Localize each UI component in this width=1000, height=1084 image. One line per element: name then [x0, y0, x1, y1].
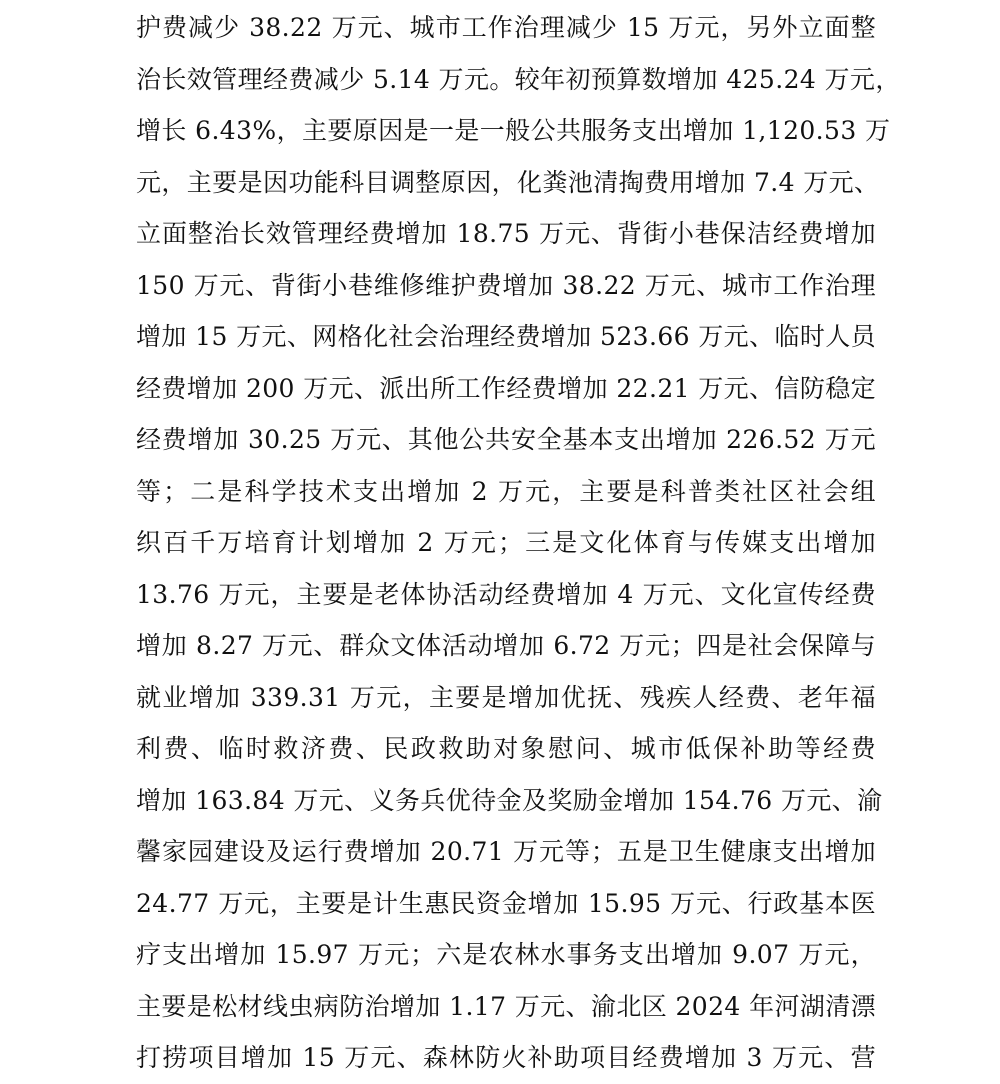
text-line: 疗支出增加 15.97 万元；六是农林水事务支出增加 9.07 万元，: [136, 940, 876, 969]
text-line: 治长效管理经费减少 5.14 万元。较年初预算数增加 425.24 万元，: [136, 64, 901, 94]
text-line: 护费减少 38.22 万元、城市工作治理减少 15 万元，另外立面整: [136, 13, 876, 42]
text-line: 利费、临时救济费、民政救助对象慰问、城市低保补助等经费: [136, 734, 876, 763]
text-line: 经费增加 30.25 万元、其他公共安全基本支出增加 226.52 万元: [136, 425, 876, 454]
text-line: 150 万元、背街小巷维修维护费增加 38.22 万元、城市工作治理: [136, 270, 876, 300]
text-line: 等；二是科学技术支出增加 2 万元，主要是科普类社区社会组: [136, 476, 876, 506]
text-line: 增加 8.27 万元、群众文体活动增加 6.72 万元；四是社会保障与: [136, 631, 876, 660]
text-line: 立面整治长效管理经费增加 18.75 万元、背街小巷保洁经费增加: [136, 219, 876, 248]
text-line: 增加 163.84 万元、义务兵优待金及奖励金增加 154.76 万元、渝: [136, 785, 883, 815]
text-line: 织百千万培育计划增加 2 万元；三是文化体育与传媒支出增加: [136, 528, 876, 557]
text-line: 主要是松材线虫病防治增加 1.17 万元、渝北区 2024 年河湖清漂: [136, 991, 877, 1021]
text-line: 24.77 万元，主要是计生惠民资金增加 15.95 万元、行政基本医: [136, 888, 876, 918]
text-line: 就业增加 339.31 万元，主要是增加优抚、残疾人经费、老年福: [136, 682, 876, 712]
body-paragraph: [136, 2, 901, 1084]
text-line: 经费增加 200 万元、派出所工作经费增加 22.21 万元、信防稳定: [136, 373, 877, 403]
text-line: 13.76 万元，主要是老体协活动经费增加 4 万元、文化宣传经费: [136, 579, 876, 609]
text-line: 打捞项目增加 15 万元、森林防火补助项目经费增加 3 万元、营: [136, 1043, 876, 1072]
text-line: 元，主要是因功能科目调整原因，化粪池清掏费用增加 7.4 万元、: [136, 167, 880, 197]
text-line: 馨家园建设及运行费增加 20.71 万元等；五是卫生健康支出增加: [136, 837, 876, 866]
text-line: 增长 6.43%，主要原因是一是一般公共服务支出增加 1,120.53 万: [136, 116, 891, 145]
text-line: 增加 15 万元、网格化社会治理经费增加 523.66 万元、临时人员: [136, 322, 877, 351]
